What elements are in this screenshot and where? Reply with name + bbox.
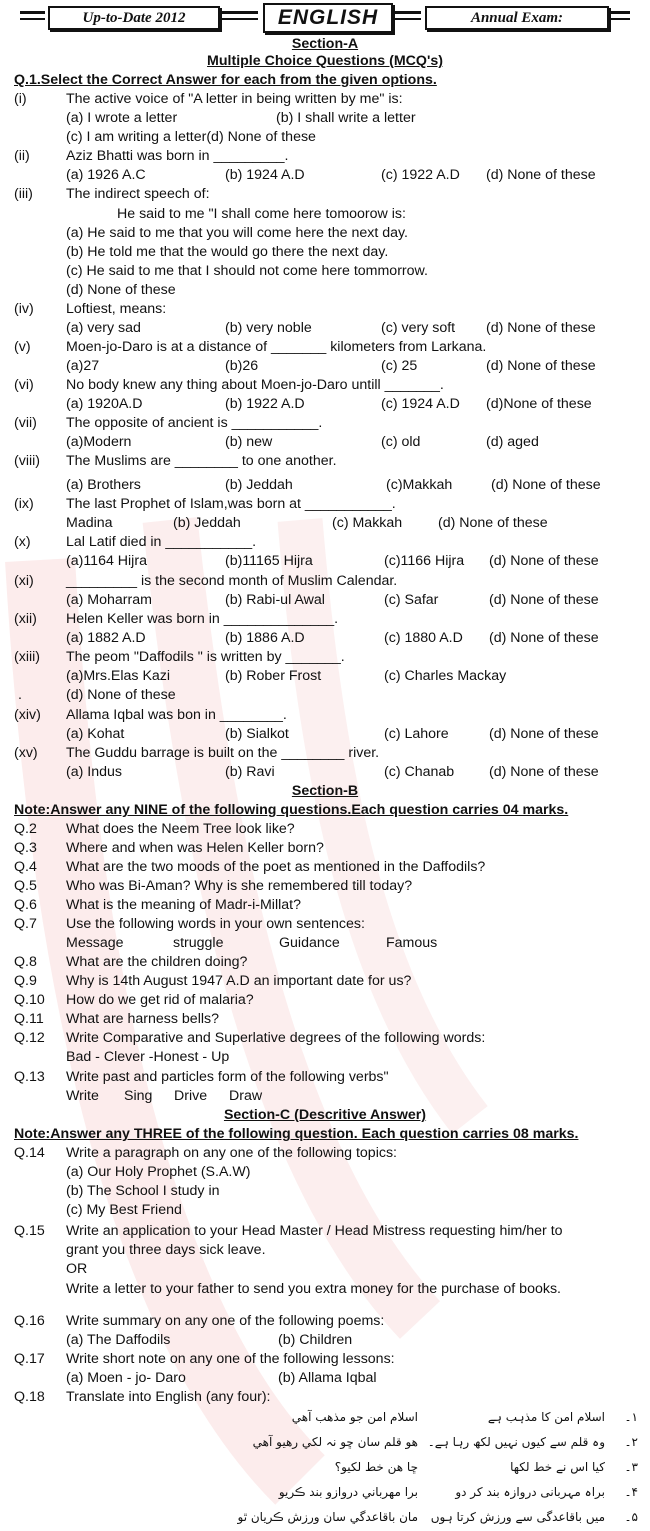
question-number: Q.5 — [14, 878, 37, 894]
mcq-option: (b) Rober Frost — [225, 668, 322, 684]
question-text: Write past and particles form of the following verbs" — [66, 1069, 389, 1085]
mcq-option: (c) Chanab — [384, 764, 455, 780]
topic-option: (a) Our Holy Prophet (S.A.W) — [66, 1164, 251, 1180]
mcq-option: (a) 1926 A.C — [66, 167, 146, 183]
urdu-sentence: کیا اس نے خط لکھا — [510, 1460, 605, 1474]
question-text: Write short note on any one of the following lessons: — [66, 1351, 395, 1367]
question-number: Q.7 — [14, 916, 37, 932]
header-rule — [608, 11, 630, 14]
question-number: Q.17 — [14, 1351, 45, 1367]
vocab-word: Draw — [229, 1088, 263, 1104]
mcq-number: (xiii) — [14, 649, 40, 665]
mcq-option: (c)1166 Hijra — [384, 553, 465, 569]
mcq-question: The indirect speech of: — [66, 186, 210, 202]
mcq-question: Aziz Bhatti was born in _________. — [66, 148, 289, 164]
question-number: Q.16 — [14, 1313, 45, 1329]
header-rule — [394, 18, 421, 20]
vocab-word: struggle — [173, 935, 224, 951]
mcq-question: The Muslims are ________ to one another. — [66, 453, 337, 469]
mcq-option: (d) None of these — [486, 358, 596, 374]
header-exam-box: Annual Exam: — [425, 6, 609, 30]
mcq-option: (b) Ravi — [225, 764, 275, 780]
sindhi-sentence: هو قلم سان ڇو نہ لکي رهيو آهي — [252, 1435, 418, 1449]
mcq-question: The Guddu barrage is built on the ________ river. — [66, 745, 380, 761]
question-text: Who was Bi-Aman? Why is she remembered till today? — [66, 878, 413, 894]
question-subtext: Bad - Clever -Honest - Up — [66, 1049, 230, 1065]
mcq-option: (b)26 — [225, 358, 259, 374]
section-a-subtitle: Multiple Choice Questions (MCQ's) — [207, 53, 443, 69]
mcq-option: (d) None of these — [489, 726, 599, 742]
topic-option: (c) My Best Friend — [66, 1202, 182, 1218]
question-text: Translate into English (any four): — [66, 1389, 271, 1405]
mcq-option: (a) Brothers — [66, 477, 141, 493]
mcq-option: (b)11165 Hijra — [225, 553, 313, 569]
header-rule — [20, 11, 45, 14]
sindhi-sentence: برا مهرباني دروازو بند ڪريو — [278, 1485, 418, 1499]
mcq-number: (vi) — [14, 377, 34, 393]
urdu-sentence: وہ قلم سے کیوں نہیں لکھ رہا ہے۔ — [427, 1435, 605, 1449]
question-text: What is the meaning of Madr-i-Millat? — [66, 897, 301, 913]
section-c-note: Note:Answer any THREE of the following question. Each question carries 08 marks. — [14, 1126, 579, 1142]
mcq-option: (d) None of these — [491, 477, 601, 493]
question-number: Q.11 — [14, 1011, 44, 1027]
mcq-option: (a)Modern — [66, 434, 132, 450]
mcq-option: (c) Lahore — [384, 726, 449, 742]
section-a-title: Section-A — [291, 36, 359, 52]
mcq-option: (c) old — [381, 434, 421, 450]
question-text: Write summary on any one of the following poems: — [66, 1313, 385, 1329]
section-b-note: Note:Answer any NINE of the following questions.Each question carries 04 marks. — [14, 802, 569, 818]
question-number: Q.8 — [14, 954, 37, 970]
mcq-question: No body knew any thing about Moen-jo-Daro untill _______. — [66, 377, 444, 393]
urdu-sentence: میں باقاعدگی سے ورزش کرتا ہوں — [430, 1510, 605, 1524]
mcq-option: (a) He said to me that you will come here the next day. — [66, 225, 408, 241]
poem-option: (a) The Daffodils — [66, 1332, 171, 1348]
mcq-option: (a)27 — [66, 358, 100, 374]
translation-number: ۱۔ — [624, 1410, 638, 1424]
mcq-option: (a) I wrote a letter — [66, 110, 178, 126]
question-alternative: Write a letter to your father to send you extra money for the purchase of books. — [66, 1281, 561, 1297]
vocab-word: Guidance — [279, 935, 340, 951]
header-year-box: Up-to-Date 2012 — [48, 6, 220, 30]
mcq-option: (c)Makkah — [386, 477, 453, 493]
header-rule — [220, 11, 258, 14]
vocab-word: Famous — [386, 935, 438, 951]
sindhi-sentence: ڇا هن خط لکيو؟ — [334, 1460, 418, 1474]
mcq-option: (b) Rabi-ul Awal — [225, 592, 325, 608]
mcq-question: Moen-jo-Daro is at a distance of _______ kilometers from Larkana. — [66, 339, 487, 355]
q1-instruction: Q.1.Select the Correct Answer for each from the given options. — [14, 72, 437, 88]
mcq-option: (d) None of these — [66, 687, 176, 703]
question-text: What does the Neem Tree look like? — [66, 821, 295, 837]
vocab-word: Write — [66, 1088, 99, 1104]
question-text: Write Comparative and Superlative degrees of the following words: — [66, 1030, 486, 1046]
mcq-number: . — [18, 687, 22, 703]
question-number: Q.2 — [14, 821, 37, 837]
vocab-word: Sing — [124, 1088, 153, 1104]
mcq-option: (a)Mrs.Elas Kazi — [66, 668, 171, 684]
mcq-option: (c) 1880 A.D — [384, 630, 463, 646]
mcq-option: (c) Makkah — [332, 515, 403, 531]
urdu-sentence: براہ مہربانی دروازہ بند کر دو — [455, 1485, 605, 1499]
mcq-option: (a) Moharram — [66, 592, 152, 608]
mcq-option: (d) None of these — [486, 320, 596, 336]
mcq-option: (b) 1924 A.D — [225, 167, 305, 183]
header-rule — [608, 18, 630, 20]
mcq-option: Madina — [66, 515, 113, 531]
question-number: Q.6 — [14, 897, 37, 913]
mcq-option: (b) Sialkot — [225, 726, 289, 742]
question-number: Q.13 — [14, 1069, 45, 1085]
question-number: Q.9 — [14, 973, 37, 989]
mcq-question: The peom "Daffodils " is written by _______. — [66, 649, 345, 665]
mcq-option: (d) None of these — [489, 764, 599, 780]
mcq-option: (c) very soft — [381, 320, 456, 336]
mcq-option: (c) He said to me that I should not come here tommorrow. — [66, 263, 428, 279]
sindhi-sentence: مان باقاعدگي سان ورزش ڪريان ٿو — [237, 1510, 418, 1524]
mcq-question: The active voice of "A letter in being written by me" is: — [66, 91, 403, 107]
question-text: Use the following words in your own sentences: — [66, 916, 365, 932]
mcq-option: (b) 1922 A.D — [225, 396, 305, 412]
question-text: Why is 14th August 1947 A.D an important date for us? — [66, 973, 412, 989]
mcq-option: (a) Indus — [66, 764, 122, 780]
translation-number: ۵۔ — [624, 1510, 638, 1524]
mcq-option: (b) Jeddah — [173, 515, 241, 531]
mcq-option: (a) 1882 A.D — [66, 630, 146, 646]
section-c-title: Section-C (Descritive Answer) — [223, 1107, 427, 1123]
mcq-option: (d) None of these — [489, 553, 599, 569]
question-text: Where and when was Helen Keller born? — [66, 840, 324, 856]
mcq-option: (d) aged — [486, 434, 539, 450]
mcq-option: (d) None of these — [438, 515, 548, 531]
mcq-option: (b) I shall write a letter — [276, 110, 416, 126]
mcq-quote: He said to me "I shall come here tomoorow is: — [117, 206, 406, 222]
question-number: Q.14 — [14, 1145, 45, 1161]
mcq-option: (d) None of these — [486, 167, 596, 183]
mcq-option: (b) new — [225, 434, 273, 450]
question-number: Q.3 — [14, 840, 37, 856]
topic-option: (b) The School I study in — [66, 1183, 220, 1199]
question-text-continued: grant you three days sick leave. — [66, 1242, 266, 1258]
mcq-question: Lal Latif died in ___________. — [66, 534, 257, 550]
question-text: Write a paragraph on any one of the following topics: — [66, 1145, 397, 1161]
mcq-number: (ii) — [14, 148, 30, 164]
lesson-option: (b) Allama Iqbal — [278, 1370, 377, 1386]
mcq-number: (v) — [14, 339, 31, 355]
mcq-option: (b) He told me that the would go there the next day. — [66, 244, 389, 260]
mcq-option: (d)None of these — [486, 396, 592, 412]
mcq-number: (xv) — [14, 745, 38, 761]
question-text: What are harness bells? — [66, 1011, 219, 1027]
header-rule — [394, 11, 421, 14]
mcq-option: (c) 1922 A.D — [381, 167, 460, 183]
question-number: Q.10 — [14, 992, 45, 1008]
mcq-question: The opposite of ancient is ___________. — [66, 415, 323, 431]
question-number: Q.12 — [14, 1030, 45, 1046]
mcq-number: (viii) — [14, 453, 40, 469]
translation-number: ۳۔ — [624, 1460, 638, 1474]
translation-number: ۴۔ — [624, 1485, 638, 1499]
mcq-option: (d) None of these — [489, 592, 599, 608]
vocab-word: Message — [66, 935, 124, 951]
mcq-option: (c) 25 — [381, 358, 418, 374]
urdu-sentence: اسلام امن کا مذہب ہے — [487, 1410, 605, 1424]
mcq-number: (iv) — [14, 301, 34, 317]
or-separator: OR — [66, 1261, 88, 1277]
mcq-option: (c) Charles Mackay — [384, 668, 507, 684]
mcq-number: (xiv) — [14, 707, 41, 723]
mcq-option: (d) None of these — [66, 282, 176, 298]
sindhi-sentence: اسلام امن جو مذهب آهي — [291, 1410, 418, 1424]
mcq-number: (i) — [14, 91, 27, 107]
mcq-option: (a) 1920A.D — [66, 396, 143, 412]
mcq-option: (a) Kohat — [66, 726, 125, 742]
mcq-option: (c) I am writing a letter(d) None of these — [66, 129, 316, 145]
translation-number: ۲۔ — [624, 1435, 638, 1449]
header-rule — [20, 18, 45, 20]
question-text: How do we get rid of malaria? — [66, 992, 254, 1008]
lesson-option: (a) Moen - jo- Daro — [66, 1370, 186, 1386]
mcq-option: (d) None of these — [489, 630, 599, 646]
question-number: Q.4 — [14, 859, 37, 875]
mcq-number: (x) — [14, 534, 31, 550]
mcq-question: Loftiest, means: — [66, 301, 167, 317]
header-subject-box: ENGLISH — [263, 3, 393, 33]
mcq-question: Helen Keller was born in ______________. — [66, 611, 339, 627]
mcq-number: (xii) — [14, 611, 37, 627]
mcq-question: The last Prophet of Islam,was born at ___________. — [66, 496, 396, 512]
mcq-option: (a)1164 Hijra — [66, 553, 147, 569]
exam-header — [20, 3, 630, 31]
mcq-number: (iii) — [14, 186, 33, 202]
poem-option: (b) Children — [278, 1332, 353, 1348]
mcq-option: (b) Jeddah — [225, 477, 293, 493]
question-number: Q.15 — [14, 1223, 45, 1239]
mcq-option: (b) very noble — [225, 320, 312, 336]
section-b-title: Section-B — [291, 783, 359, 799]
question-number: Q.18 — [14, 1389, 45, 1405]
mcq-number: (xi) — [14, 573, 34, 589]
question-text: What are the children doing? — [66, 954, 248, 970]
mcq-question: _________ is the second month of Muslim Calendar. — [66, 573, 398, 589]
mcq-number: (vii) — [14, 415, 37, 431]
vocab-word: Drive — [174, 1088, 208, 1104]
mcq-option: (c) Safar — [384, 592, 439, 608]
mcq-option: (b) 1886 A.D — [225, 630, 305, 646]
question-text: What are the two moods of the poet as mentioned in the Daffodils? — [66, 859, 486, 875]
mcq-option: (a) very sad — [66, 320, 141, 336]
mcq-option: (c) 1924 A.D — [381, 396, 460, 412]
question-text: Write an application to your Head Master / Head Mistress requesting him/her to — [66, 1223, 563, 1239]
header-rule — [220, 18, 258, 20]
mcq-number: (ix) — [14, 496, 34, 512]
mcq-question: Allama Iqbal was bon in ________. — [66, 707, 287, 723]
